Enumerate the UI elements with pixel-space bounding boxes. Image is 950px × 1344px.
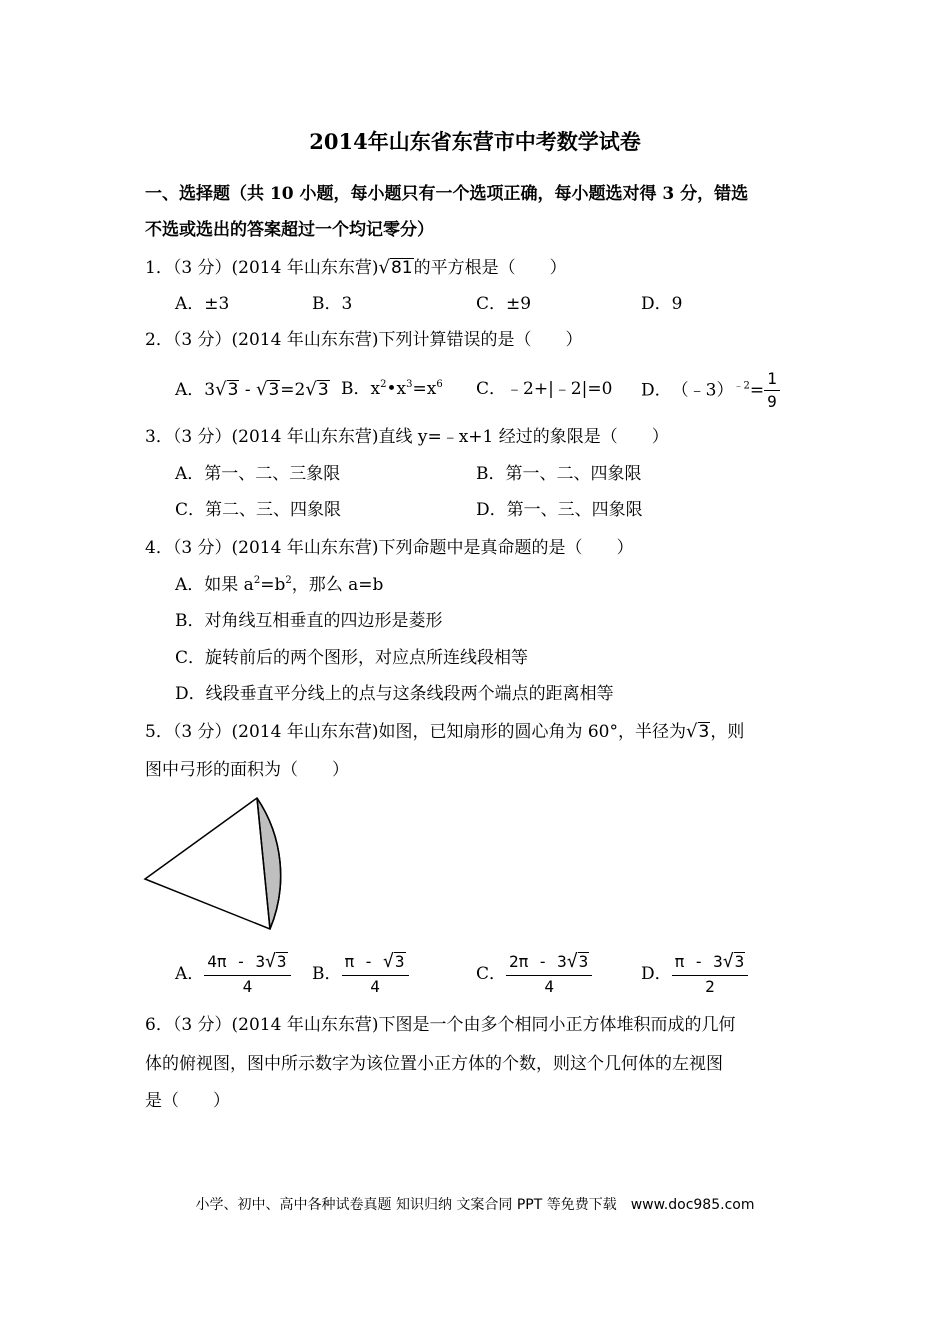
q2-option-d: D． （﹣3）$^{﹣2}$= $\frac{1}{9}$ <box>641 370 780 412</box>
q4-option-c: C．旋转前后的两个图形，对应点所连线段相等 <box>175 648 529 668</box>
section-heading-line2: 不选或选出的答案超过一个均记零分） <box>145 220 434 240</box>
q6-stem-line2: 体的俯视图，图中所示数字为该位置小正方体的个数，则这个几何体的左视图 <box>145 1054 723 1074</box>
q1-radicand: 81 <box>390 258 413 278</box>
q5-stem-line2: 图中弓形的面积为（ ） <box>145 760 349 780</box>
q1-stem <box>145 258 567 277</box>
q6-stem-line1: 6．（3 分）(2014 年山东东营)下图是一个由多个相同小正方体堆积而成的几何 <box>145 1015 736 1035</box>
sector-figure <box>140 792 300 937</box>
q4-option-a: A．如果 $a^2=b^2$，那么 a=b <box>175 575 384 595</box>
section-heading-line1: 一、选择题（共 10 小题，每小题只有一个选项正确，每小题选对得 3 分，错选 <box>145 184 749 204</box>
q5-option-a: A． $\frac{4\pi - 3√3}{4}$ <box>175 952 291 997</box>
q4-option-d: D．线段垂直平分线上的点与这条线段两个端点的距离相等 <box>175 684 614 704</box>
q1-prefix: 1．（3 分）(2014 年山东东营) <box>145 258 379 278</box>
q3-option-c: C．第二、三、四象限 <box>175 500 342 520</box>
q3-option-a: A．第一、二、三象限 <box>175 464 341 484</box>
q6-stem-line3: 是（ ） <box>145 1091 230 1111</box>
q3-option-b: B．第一、二、四象限 <box>476 464 642 484</box>
q4-stem: 4．（3 分）(2014 年山东东营)下列命题中是真命题的是（ ） <box>145 538 634 558</box>
page-title: 2014年山东省东营市中考数学试卷 <box>309 129 641 154</box>
q3-stem: 3．（3 分）(2014 年山东东营)直线 y=﹣x+1 经过的象限是（ ） <box>145 427 669 447</box>
q2-option-b: B．$x^2•x^3=x^6$ <box>341 379 443 399</box>
q5-option-d: D． $\frac{\pi - 3√3}{2}$ <box>641 952 748 997</box>
q3-option-d: D．第一、三、四象限 <box>476 500 643 520</box>
fraction: $\frac{1}{9}$ <box>764 370 780 412</box>
q1-suffix: 的平方根是（ ） <box>413 258 567 278</box>
page-footer: 小学、初中、高中各种试卷真题 知识归纳 文案合同 PPT 等免费下载 www.doc985.com <box>195 1197 755 1213</box>
q5-option-b: B． $\frac{\pi - √3}{4}$ <box>312 952 409 997</box>
q4-option-b: B．对角线互相垂直的四边形是菱形 <box>175 611 443 631</box>
q1-option-a: A．±3 <box>175 294 230 314</box>
q5-option-c: C． $\frac{2\pi - 3√3}{4}$ <box>476 952 592 997</box>
q1-option-b: B．3 <box>312 294 353 314</box>
q1-option-d: D．9 <box>641 294 683 314</box>
q1-option-c: C．±9 <box>476 294 532 314</box>
sqrt-sign: √ <box>378 257 390 278</box>
q2-option-c: C．﹣2+|﹣2|=0 <box>476 379 613 399</box>
q2-option-a: A．3√3 - √3=2√3 <box>175 379 329 400</box>
q2-stem: 2．（3 分）(2014 年山东东营)下列计算错误的是（ ） <box>145 330 583 350</box>
q5-stem-line1: 5．（3 分）(2014 年山东东营)如图，已知扇形的圆心角为 60°，半径为√3，则 <box>145 721 745 742</box>
